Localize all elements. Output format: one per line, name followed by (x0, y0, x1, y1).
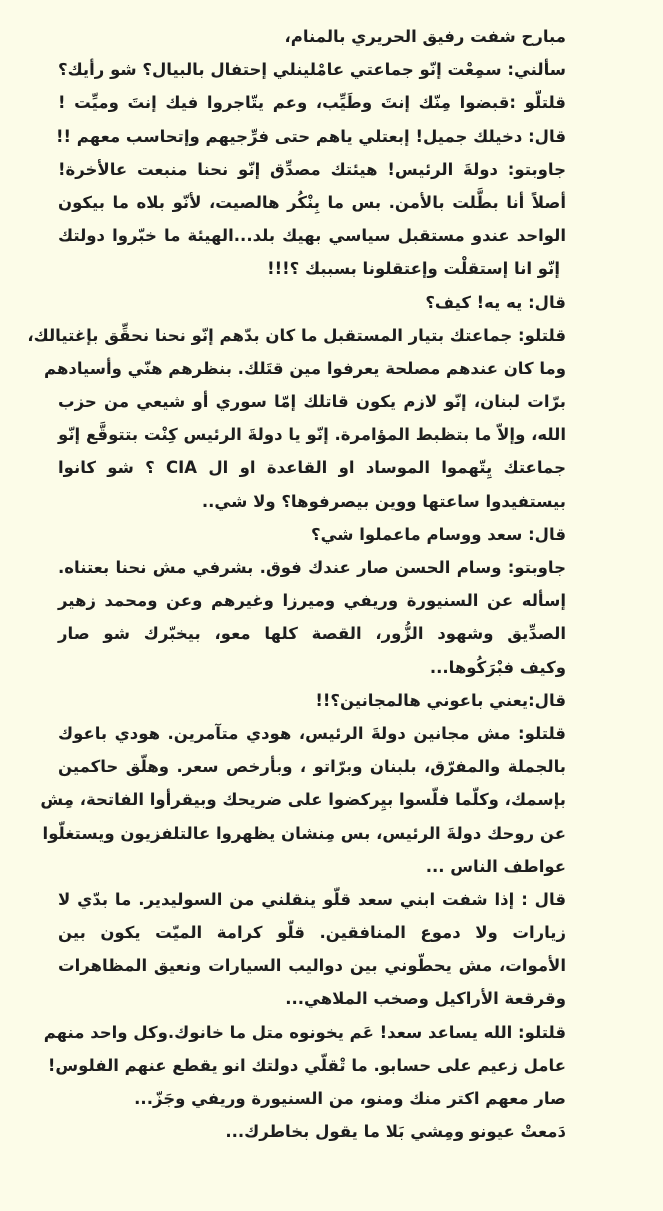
text-line: قال: يه يه! كيف؟ (425, 292, 566, 312)
text-line: قلتلو: الله يساعد سعد! عَم يخونوه متل ما خانوك.وكل واحد منهم (43, 1022, 566, 1042)
text-line: زيارات ولا دموع المنافقين. قلّو كرامة الميّت يكون بين (58, 923, 566, 943)
text-line: عواطف الناس ... (425, 856, 566, 876)
text-line: قال: دخيلك جميل! إبعتلي ياهم حتى فرِّجيهم وإتحاسب معهم !! (56, 126, 566, 146)
text-line: قلتلو: جماعتك بتيار المستقبل ما كان بدّهم إنّو نحنا نحقِّق بإغتيالك، (27, 325, 566, 345)
text-line: سألني: سمِعْت إنّو جماعتي عامْلينلي إحتفال بالبيال؟ شو رأيك؟ (58, 60, 566, 80)
text-line: الصدِّيق وشهود الزُّور، القصة كلها معو، بيخبّرك شو صار (58, 624, 566, 644)
text-line: بالجملة والمفرّق، بلبنان وبرّاتو ، وبأرخص سعر. وهلّق حاكمين (58, 757, 566, 777)
text-line: جاوبتو: وسام الحسن صار عندك فوق. بشرفي مش نحنا بعتناه. (58, 558, 566, 577)
text-line: قال: سعد ووسام ماعملوا شي؟ (311, 524, 566, 544)
text-line: قلتلو: مش مجانين دولةَ الرئيس، هودي متآمرين. هودي باعوك (58, 723, 566, 743)
text-line: بإسمك، وكلّما فلّسوا بيِركضوا على ضريحك وبيقرأوا الفاتحة، مِش (40, 790, 566, 810)
text-line: وكيف فبْرَكُوها... (429, 657, 566, 677)
text-line: إسأله عن السنيورة وريفي وميرزا وغيرهم وعن ومحمد زهير (58, 591, 566, 611)
text-line: قلتلّو :قبضوا مِنّك إنتَ وطَيِّب، وعم يتّاجروا فيك إنتَ وميِّت ! (58, 93, 566, 113)
text-line: عن روحك دولةَ الرئيس، بس مِنشان يظهروا عالتلفزيون ويستغلّوا (42, 823, 566, 843)
text-line: وما كان عندهم مصلحة يعرفوا مين قتَلك. بنظرهم هنّي وأسيادهم (44, 358, 566, 378)
arabic-text-body (27, 20, 566, 1148)
text-line: صار معهم اكتر منك ومنو، من السنيورة وريفي وجَزّ... (134, 1089, 566, 1108)
text-line: برّات لبنان، إنّو لازم يكون قاتلك إمّا سوري أو شيعي من حزب (58, 392, 566, 412)
text-line: إنّو انا إستقلْت وإعتقلونا بسببك ؟!!! (267, 259, 560, 279)
text-line: قال:يعني باعوني هالمجانين؟!! (315, 690, 566, 710)
text-line: قال : إذا شفت ابني سعد قلّو ينقلني من السوليدير. ما بدّي لا (58, 889, 566, 909)
text-line: عامل زعيم على حسابو. ما تْقلّي دولتك انو يقطع عنهم الفلوس! (47, 1055, 566, 1075)
text-line: وقرقعة الأراكيل وصخب الملاهي... (285, 989, 566, 1009)
text-line: الله، وإلاّ ما بتظبط المؤامرة. إنّو يا دولةَ الرئيس كِنْت بتتوقَّع إنّو (58, 425, 566, 445)
text-line: الواحد عندو مستقبل سياسي بهيك بلد...الهيئة ما خبّروا دولتك (58, 226, 566, 246)
text-line: الأموات، مش يحطّوني بين دواليب السيارات ونعيق المظاهرات (58, 956, 566, 976)
text-line: أصلاً أنا بطَّلت بالأمن. بس ما بِنْكُر هالصيت، لأنّو بلاه ما بيكون (58, 192, 566, 212)
text-line: بيستفيدوا ساعتها ووين بيصرفوها؟ ولا شي.. (201, 491, 566, 511)
text-line: جاوبتو: دولةَ الرئيس! هيئتك مصدِّق إنّو نحنا منبعت عالأخرة! (58, 159, 566, 179)
text-line: جماعتك يِتّهموا الموساد او القاعدة او ال CIA ؟ شو كانوا (58, 458, 566, 478)
text-line: مبارح شفت رفيق الحريري بالمنام، (284, 27, 566, 46)
text-line: دَمعتْ عيونو ومِشي بَلا ما يقول بخاطرك... (225, 1122, 566, 1142)
